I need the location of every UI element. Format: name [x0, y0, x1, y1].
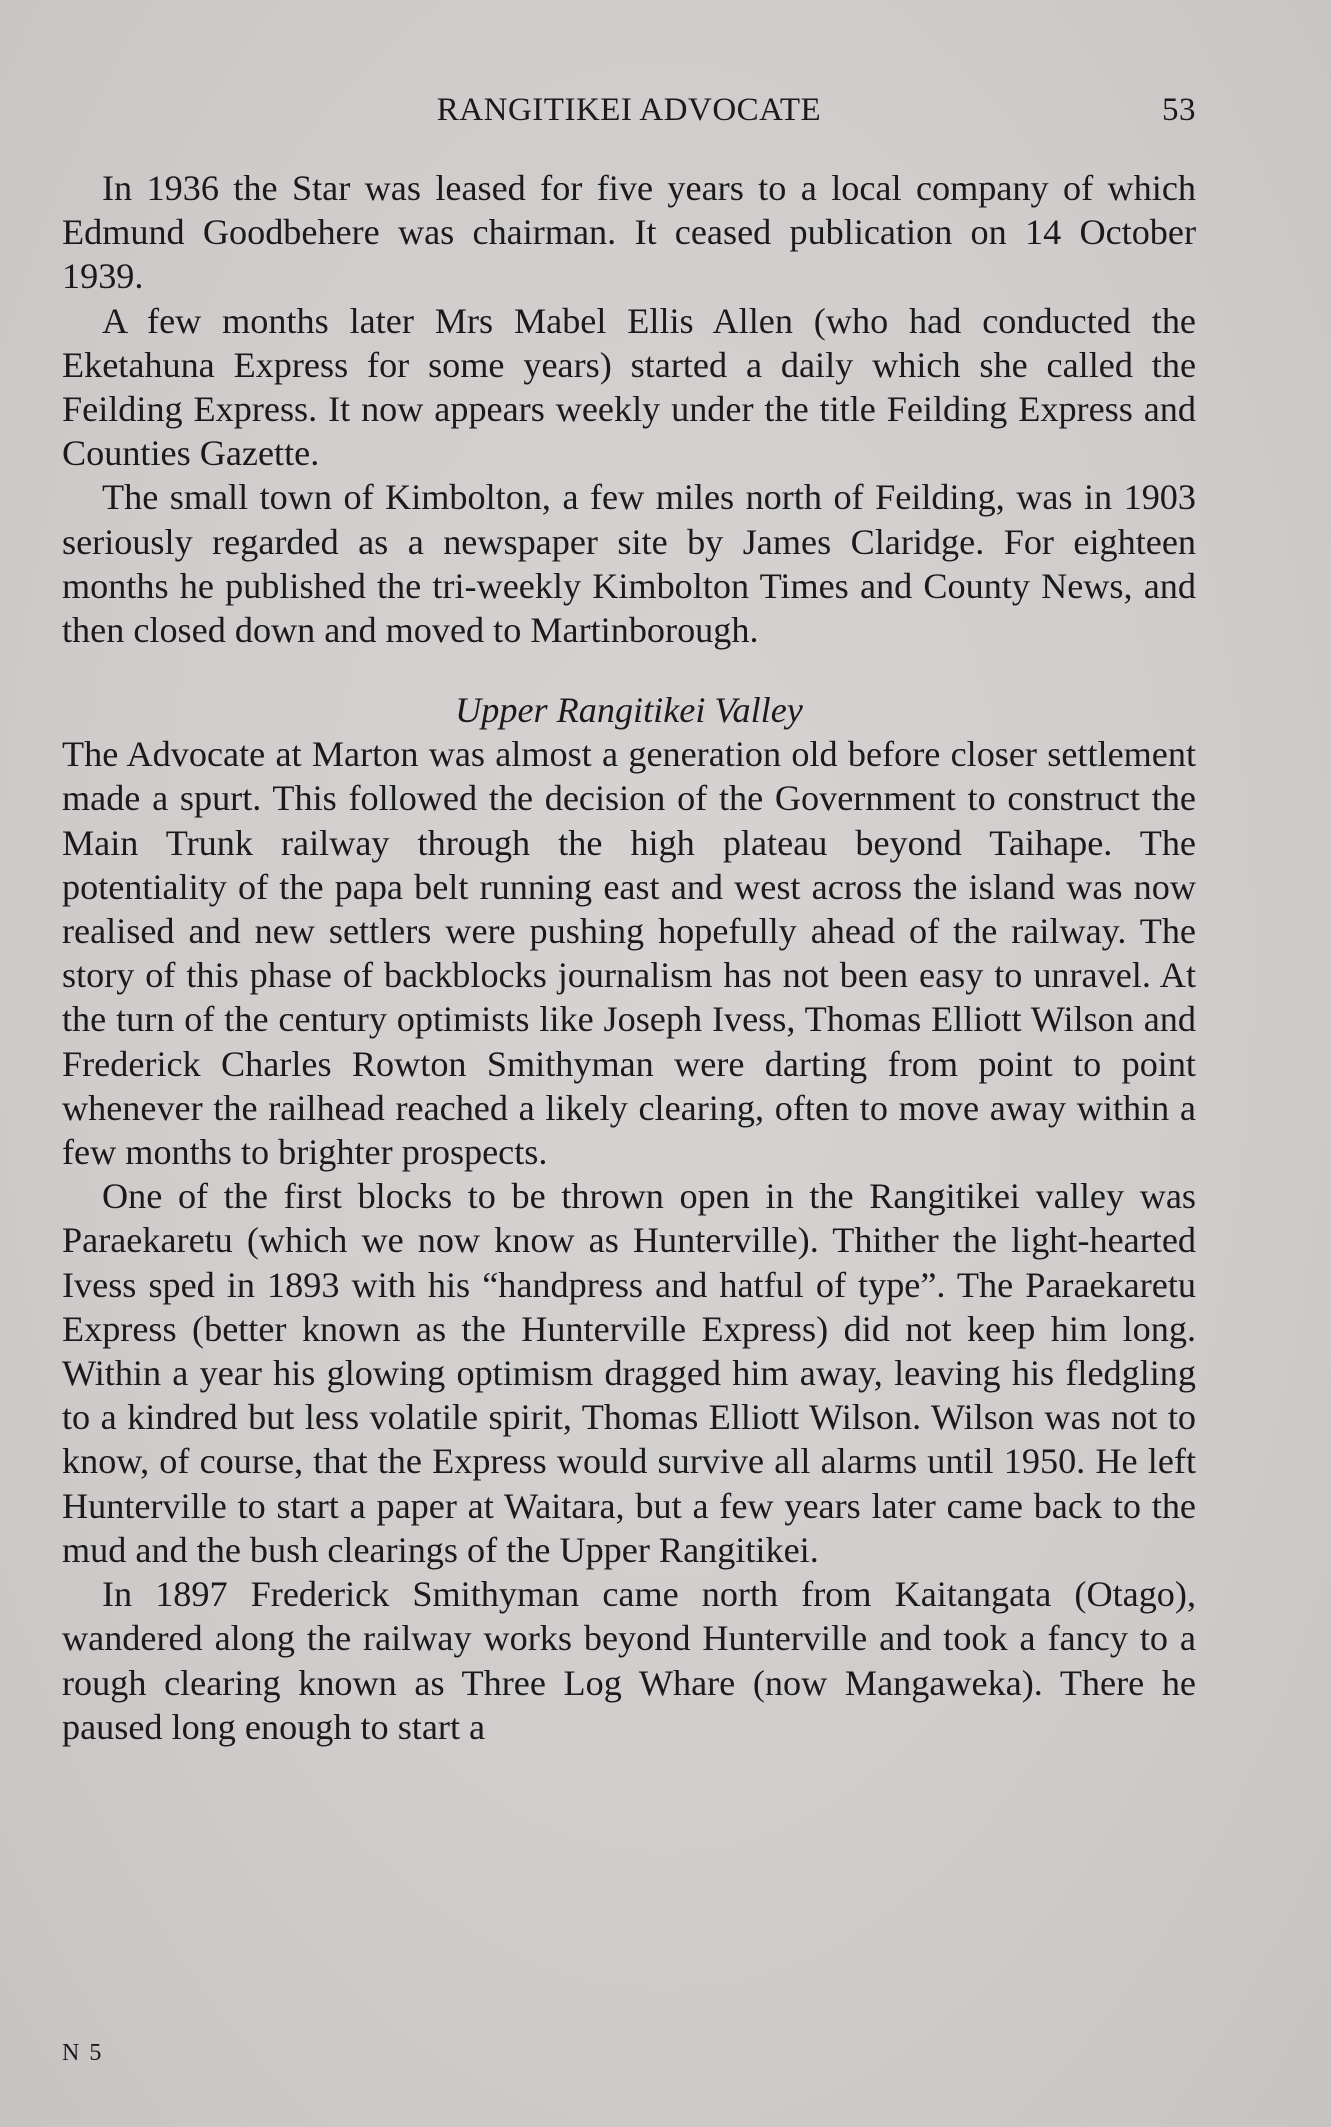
- body-text: [62, 166, 1196, 1749]
- running-title: RANGITIKEI ADVOCATE: [436, 92, 822, 128]
- signature-mark: N 5: [62, 2040, 104, 2066]
- paragraph: In 1936 the Star was leased for five years to a local company of which Edmund Goodbehere was chairman. It ceased publication on 14 October 1939.: [62, 168, 1196, 297]
- running-header: [62, 92, 1196, 136]
- paragraph: The Advocate at Marton was almost a generation old before closer settlement made a spurt. This followed the decision of the Government to construct the Main Trunk railway through the high plateau beyond Taihape. The potentiality of the papa belt running east and west across the island was now realised and new settlers were pushing hopefully ahead of the railway. The story of this phase of backblocks journalism has not been easy to unravel. At the turn of the century optimists like Joseph Ivess, Thomas Elliott Wilson and Frederick Charles Rowton Smithyman were darting from point to point whenever the railhead reached a likely clearing, often to move away within a few months to brighter prospects.: [62, 734, 1196, 1173]
- paragraph: A few months later Mrs Mabel Ellis Allen (who had conducted the Eketahuna Express for some years) started a daily which she called the Feilding Express. It now appears weekly under the title Feilding Express and Counties Gazette.: [62, 300, 1196, 474]
- paragraph: In 1897 Frederick Smithyman came north from Kaitangata (Otago), wandered along the railway works beyond Hunterville and took a fancy to a rough clearing known as Three Log Whare (now Mangaweka). There he paused long enough to start a: [62, 1574, 1196, 1747]
- paragraph: The small town of Kimbolton, a few miles north of Feilding, was in 1903 seriously regarded as a newspaper site by James Claridge. For eighteen months he published the tri-weekly Kimbolton Times and County News, and then closed down and moved to Martinborough.: [62, 477, 1196, 651]
- page-number: 53: [1162, 92, 1196, 128]
- paragraph: One of the first blocks to be thrown open in the Rangitikei valley was Paraekaretu (which we now know as Hunterville). Thither the light-hearted Ivess sped in 1893 with his “handpress and hatful of type”. The Paraekaretu Express (better known as the Hunterville Express) did not keep him long. Within a year his glowing optimism dragged him away, leaving his fledgling to a kindred but less volatile spirit, Thomas Elliott Wilson. Wilson was not to know, of course, that the Express would survive all alarms until 1950. He left Hunterville to start a paper at Waitara, but a few years later came back to the mud and the bush clearings of the Upper Rangitikei.: [62, 1176, 1196, 1570]
- section-heading: Upper Rangitikei Valley: [455, 690, 803, 731]
